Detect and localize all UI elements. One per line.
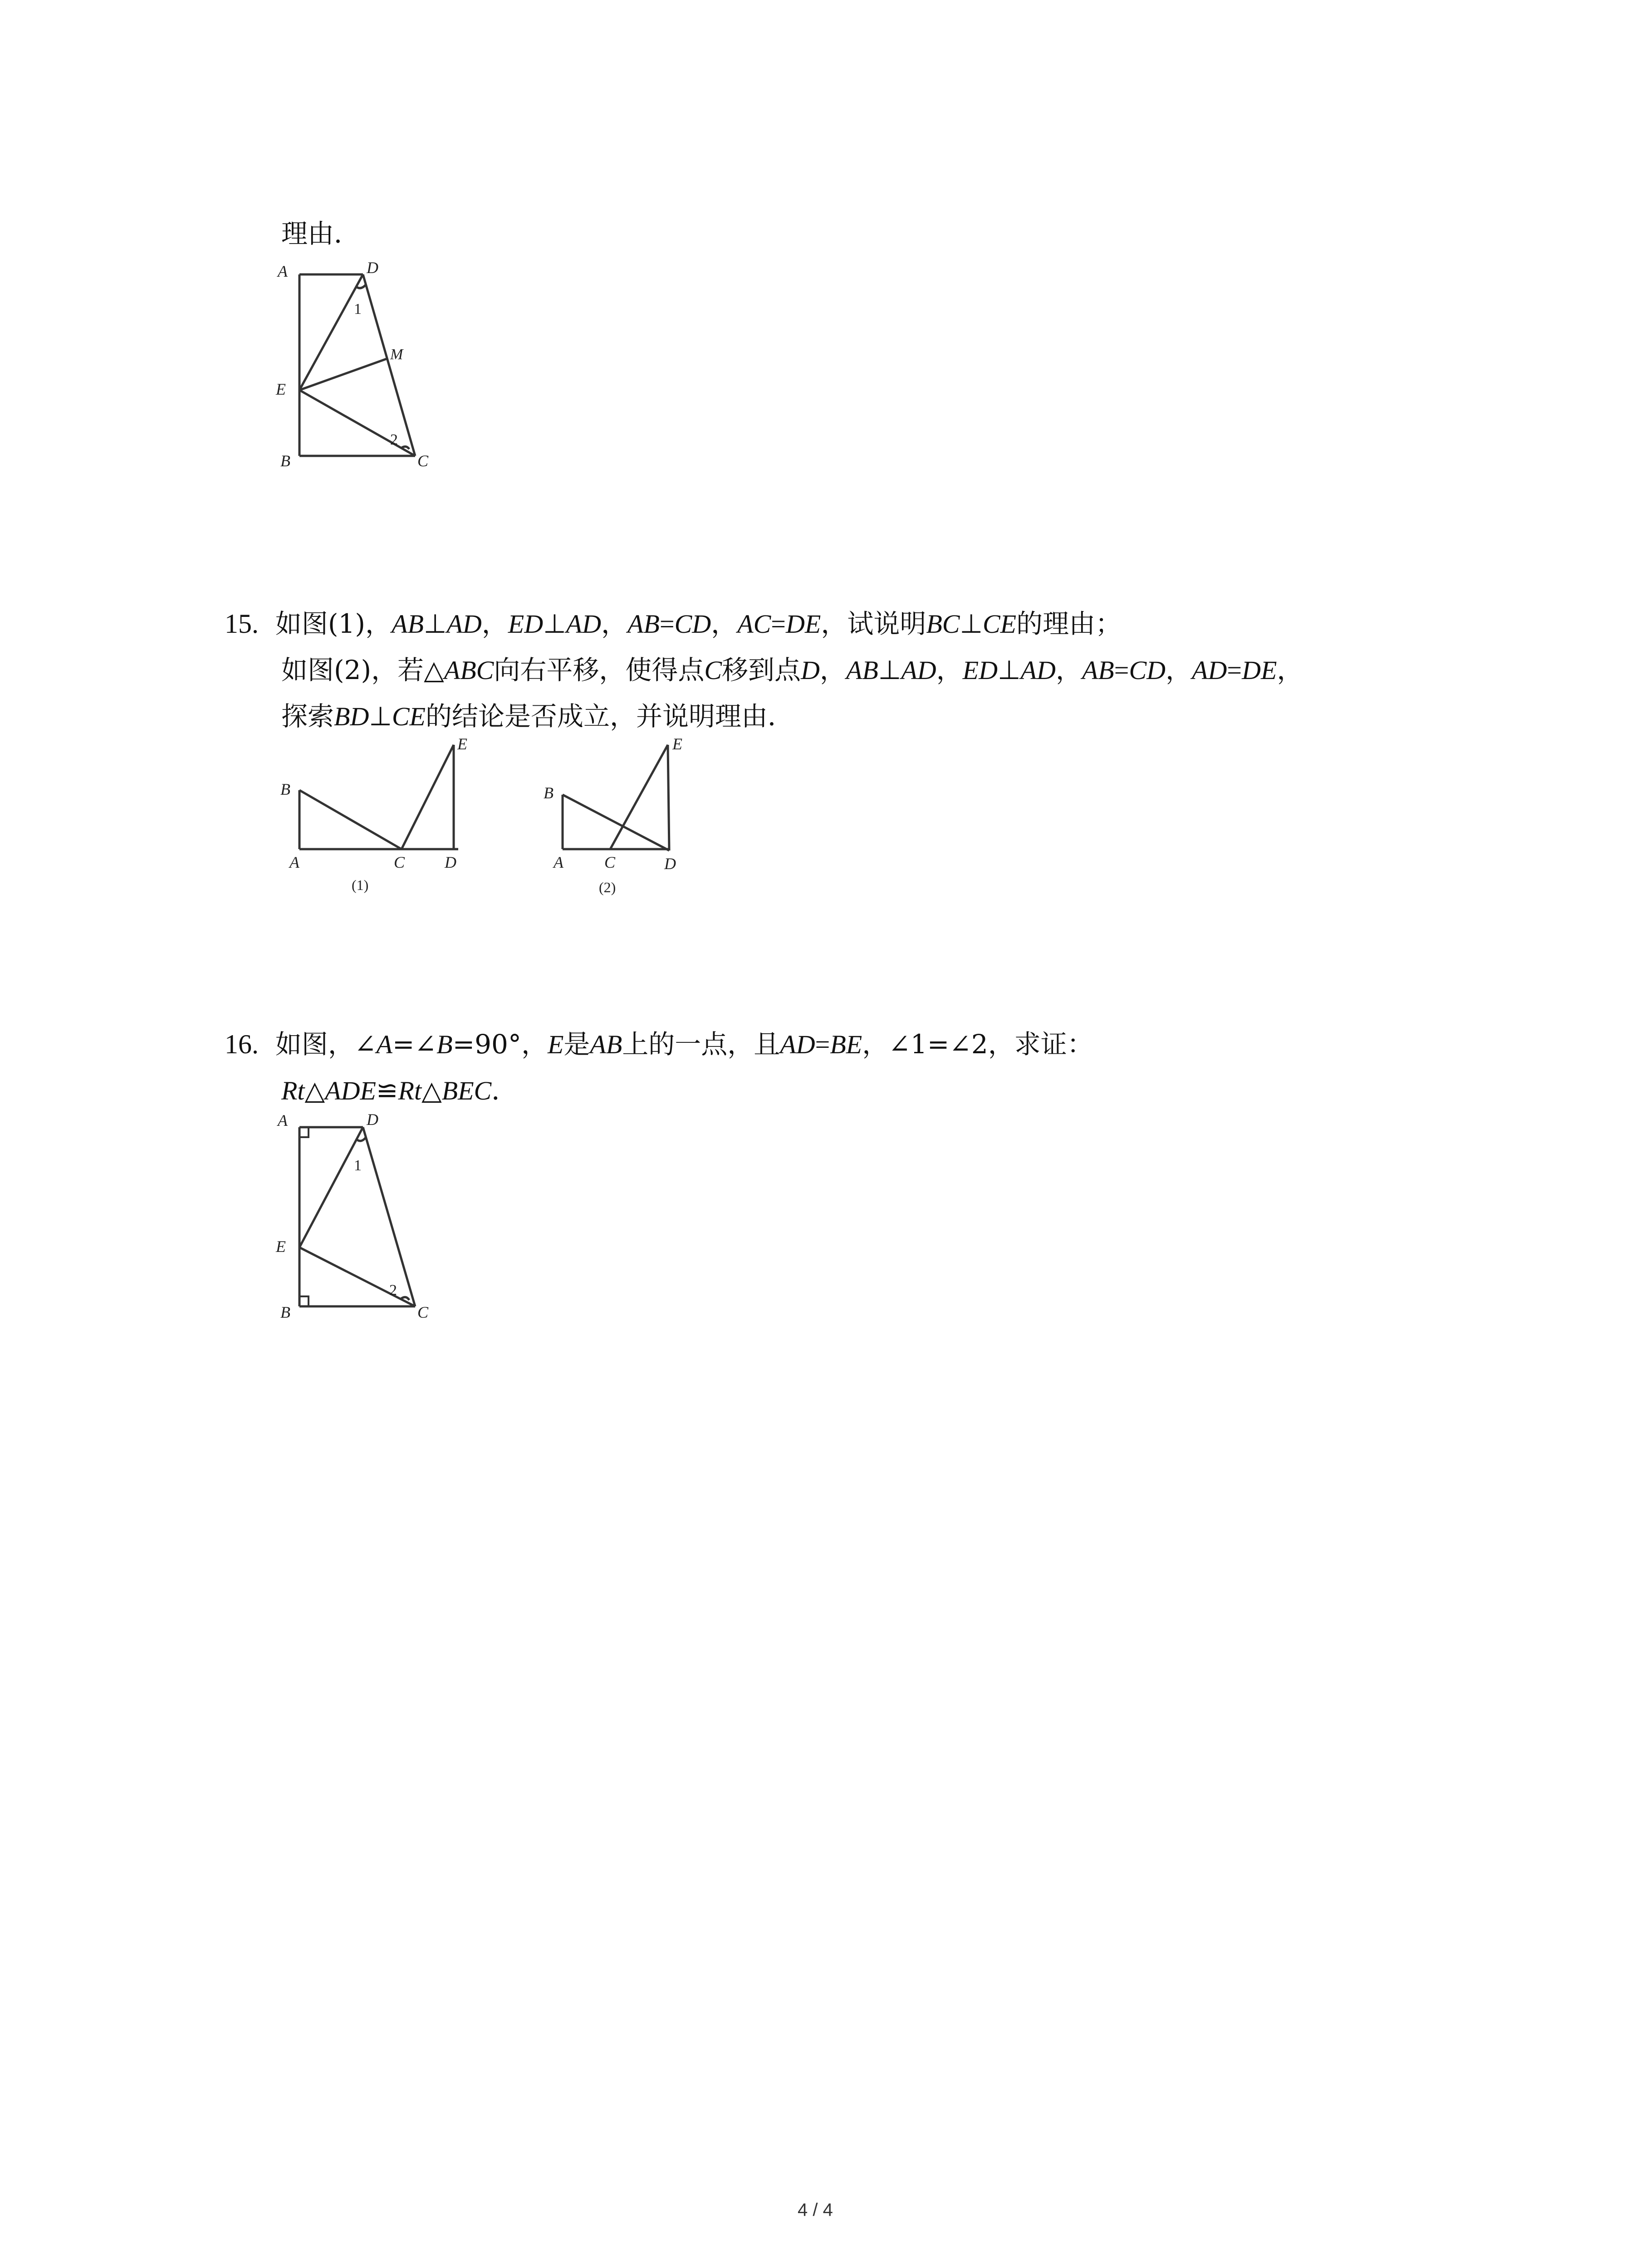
label-a: A (289, 853, 299, 871)
segment-bd (563, 795, 669, 850)
label-e: E (276, 1237, 286, 1256)
page-number: 4 / 4 (798, 2200, 833, 2220)
caption-1: (1) (352, 877, 369, 893)
label-e: E (457, 735, 467, 753)
label-e: E (672, 735, 682, 753)
label-d: D (367, 1110, 378, 1129)
label-angle-1: 1 (354, 1157, 362, 1174)
q15-line-1: 15. 如图(1)，AB⊥AD，ED⊥AD，AB=CD，AC=DE，试说明BC⊥CE的理由； (225, 608, 1122, 639)
segment-ce (402, 745, 454, 849)
label-d: D (664, 855, 676, 873)
angle-2-arc (401, 446, 409, 449)
label-e: E (276, 380, 286, 398)
continuation-text: 理由． (281, 218, 361, 249)
q15-number: 15. (225, 609, 259, 639)
right-angle-mark-b (299, 1296, 309, 1305)
segment-bc (299, 790, 402, 849)
caption-2: (2) (599, 879, 616, 895)
figure-15-2 (540, 730, 721, 898)
figure-quadrilateral-m (268, 254, 458, 472)
label-c: C (394, 853, 405, 871)
right-angle-mark-a (299, 1128, 309, 1137)
label-angle-2: 2 (389, 1282, 397, 1299)
label-b: B (280, 452, 290, 470)
q15-line-2: 如图(2)，若△ABC向右平移，使得点C移到点D，AB⊥AD，ED⊥AD，AB=CD，AD=DE， (281, 655, 1303, 685)
label-a: A (278, 1111, 288, 1129)
q15-line-3: 探索BD⊥CE的结论是否成立，并说明理由． (281, 701, 794, 732)
label-angle-2: 2 (390, 431, 398, 448)
segment-ec (299, 1247, 415, 1306)
figure-q16 (268, 1102, 458, 1338)
label-c: C (604, 853, 616, 871)
label-b: B (544, 784, 554, 802)
segment-ed (299, 274, 363, 390)
label-angle-1: 1 (354, 301, 362, 318)
label-d: D (445, 853, 456, 871)
label-m: M (390, 346, 403, 363)
q16-line-2: Rt△ADE≌Rt△BEC． (281, 1075, 518, 1106)
label-a: A (554, 853, 563, 871)
q16-line-1: 16. 如图，∠A=∠B=90°，E是AB上的一点，且AD=BE，∠1=∠2，求证： (225, 1029, 1093, 1060)
segment-dc (363, 1127, 415, 1306)
label-a: A (278, 262, 288, 280)
segment-ed (668, 745, 669, 850)
label-c: C (417, 452, 429, 470)
figure-15-1 (268, 730, 481, 898)
label-c: C (417, 1303, 429, 1321)
segment-em (299, 358, 388, 390)
label-b: B (280, 780, 290, 798)
q16-number: 16. (225, 1029, 259, 1059)
segment-ed (299, 1127, 363, 1247)
label-d: D (367, 259, 378, 277)
label-b: B (280, 1303, 290, 1321)
